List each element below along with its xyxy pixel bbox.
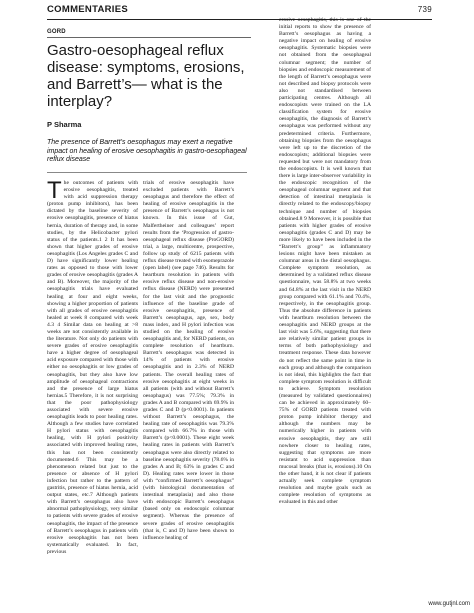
body-column-2 (143, 180, 234, 608)
page-number: 739 (417, 5, 432, 14)
journal-url: www.gutjnl.com (428, 601, 470, 607)
running-head (47, 4, 432, 17)
section-label-rule (47, 37, 251, 38)
running-head-section: COMMENTARIES (47, 4, 129, 15)
drop-cap: T (47, 180, 62, 204)
body-text-column-1: he outcomes of patients with erosive oesophagitis, treated with acid suppression therapy (proton pump inhibitors), has been dictated by the baseline severity of erosive oesophagitis, presence of hiatus hernia, duration of therapy and, in some studies, by the Helicobacter pylori status of the patients.1 2 It has been shown that higher grades of erosive oesophagitis (Los Angeles grades C and D) have significantly lower healing rates as opposed to those with lower grades of erosive oesophagitis (grades A and B). Moreover, the majority of the oesophagitis trials have evaluated healing at four and eight weeks, showing a higher proportion of patients with all grades of erosive oesophagitis healed at week 8 compared with week 4.3 4 Similar data on healing at >8 weeks are not consistently available in the literature. Not only do patients with severe grades of erosive oesophagitis have a higher degree of oesophageal acid exposure compared with those with either no oesophagitis or low grades of oesophagitis, but they also have low amplitude of oesophageal contractions and the presence of large hiatus hernias.5 Therefore, it is not surprising that the poor pathophysiology associated with severe erosive oesophagitis leads to poor healing rates. Although a few studies have correlated H pylori status with oesophagitis healing, with H pylori positivity associated with improved healing rates, this has not been consistently documented.6 This may be a phenomenon related but just to the presence or absence of H pylori infection but rather to the pattern of gastritis, presence of hiatus hernia, acid output states, etc.7 Although patients with Barrett’s oesophagus also have abnormal pathophysiology, very similar to patients with severe grades of erosive oesophagitis, the impact of the presence of Barrett’s oesophagus in patients with erosive oesophagitis has not been systematically evaluated. In fact, previous (47, 180, 138, 555)
body-column-3 (279, 17, 371, 605)
article-author: P Sharma (47, 120, 82, 130)
article-section-label: GORD (47, 29, 66, 35)
article-title: Gastro-oesophageal reflux disease: symptoms, erosions, and Barrett’s— what is the interplay? (47, 42, 245, 110)
article-standfirst: The presence of Barrett’s oesophagus may exert a negative impact on healing of erosive oesophagitis in gastro-oesophageal reflux disease (47, 139, 247, 163)
standfirst-rule (47, 172, 247, 173)
body-text-column-3: erosive oesophagitis, this is one of the initial reports to show the presence of Barrett’s oesophagus as having a negative impact on healing of erosive oesophagitis. Systematic biopsies were not obtained from the oesophageal columnar segment; the number of biopsies and endoscopic measurement of the length of Barrett’s oesophagus were not described and biopsy protocols were also not standardised between participating centres. Although all endoscopists were trained on the LA classification system for erosive oesophagitis, the diagnosis of Barrett’s oesophagus was performed without any predetermined criteria. Furthermore, obtaining biopsies from the oesophagus were left up to the discretion of the endoscopists; additional biopsies were requested but were not mandatory from the endoscopists. It is well known that there is large inter-observer variability in the endoscopic recognition of the oesophageal columnar segment and that detection of intestinal metaplasia is directly related to the endoscopy/biopsy technique and number of biopsies obtained.8 9 Moreover, it is possible that patients with higher grades of erosive oesophagitis (grades C and D) may be more likely to have been included in the “Barrett’s group” as inflammatory lesions might have been mistaken as columnar areas in the distal oesophagus. Complete symptom resolution, as determined by a validated reflux disease questionnaire, was 58.8% at two weeks and 64.8% at the last visit in the NERD group compared with 61.1% and 70.4%, respectively, in the oesophagitis group. Thus the absolute difference in patients with heartburn resolution between the oesophagitis and NERD groups at the last visit was 5.6%, suggesting that there are relatively similar patient groups in terms of both pathophysiology and treatment response. These data however do not reflect the same point in time in each group and although the comparison is not ideal, this highlights the fact that complete symptom resolution is difficult to achieve. Symptom resolution (measured by validated questionnaires) can be achieved in approximately 60–75% of GORD patients treated with proton pump inhibitor therapy and although the numbers may be numerically higher in patients with erosive oesophagitis, they are still nowhere closer to healing rates, suggesting that symptoms are more resistant to acid suppression than mucosal breaks (that is, erosions).10 On the other hand, it is not clear if patients actually seek complete symptom resolution and maybe goals such as complete resolution of symptoms as evaluated in this and other (279, 17, 371, 506)
article-header (47, 20, 251, 129)
body-column-1 (47, 180, 138, 608)
body-text-column-2: trials of erosive oesophagitis have excluded patients with Barrett’s oesophagus and therefore the effect of healing of erosive oesophagitis in the presence of Barrett’s oesophagus is not known. In this issue of Gut, Malfertheiner and colleagues’ report results from the ‘Progression of gastro-oesophageal reflux disease (ProGORD) trial, a large, multicentre, prospective, follow up study of 6215 patients with reflux disease treated with esomeprazole (open label) (see page 746). Results for heartburn resolution in patients with erosive reflux disease and non-erosive reflux disease (NERD) were presented for the last visit and the prognostic influence of the baseline grade of erosive oesophagitis, presence of Barrett’s oesophagus, age, sex, body mass index, and H pylori infection was studied on the healing of erosive oesophagitis and, for NERD patients, on complete resolution of heartburn. Barrett’s oesophagus was detected in 14% of patients with erosive oesophagitis and in 2.3% of NERD patients. The overall healing rates of erosive oesophagitis at eight weeks in all patients (with and without Barrett’s oesophagus) was 77.5%; 79.3% in grades A and B compared with 69.9% in grades C and D (p<0.0001). In patients without Barrett’s oesophagus, the healing rate of oesophagitis was 79.3% compared with 66.7% in those with Barrett’s (p<0.0001). These eight week healing rates in patients with Barrett’s oesophagus were also directly related to baseline oesophagitis severity (78.6% in grades A and B; 63% in grades C and D). Healing rates were lower in those with “confirmed Barrett’s oesophagus” (with histological documentation of intestinal metaplasia) and also those with endoscopic Barrett’s oesophagus (based only on endoscopic columnar segment). Whereas the presence of severe grades of erosive oesophagitis (that is, C and D) have been shown to influence healing of (143, 180, 234, 541)
